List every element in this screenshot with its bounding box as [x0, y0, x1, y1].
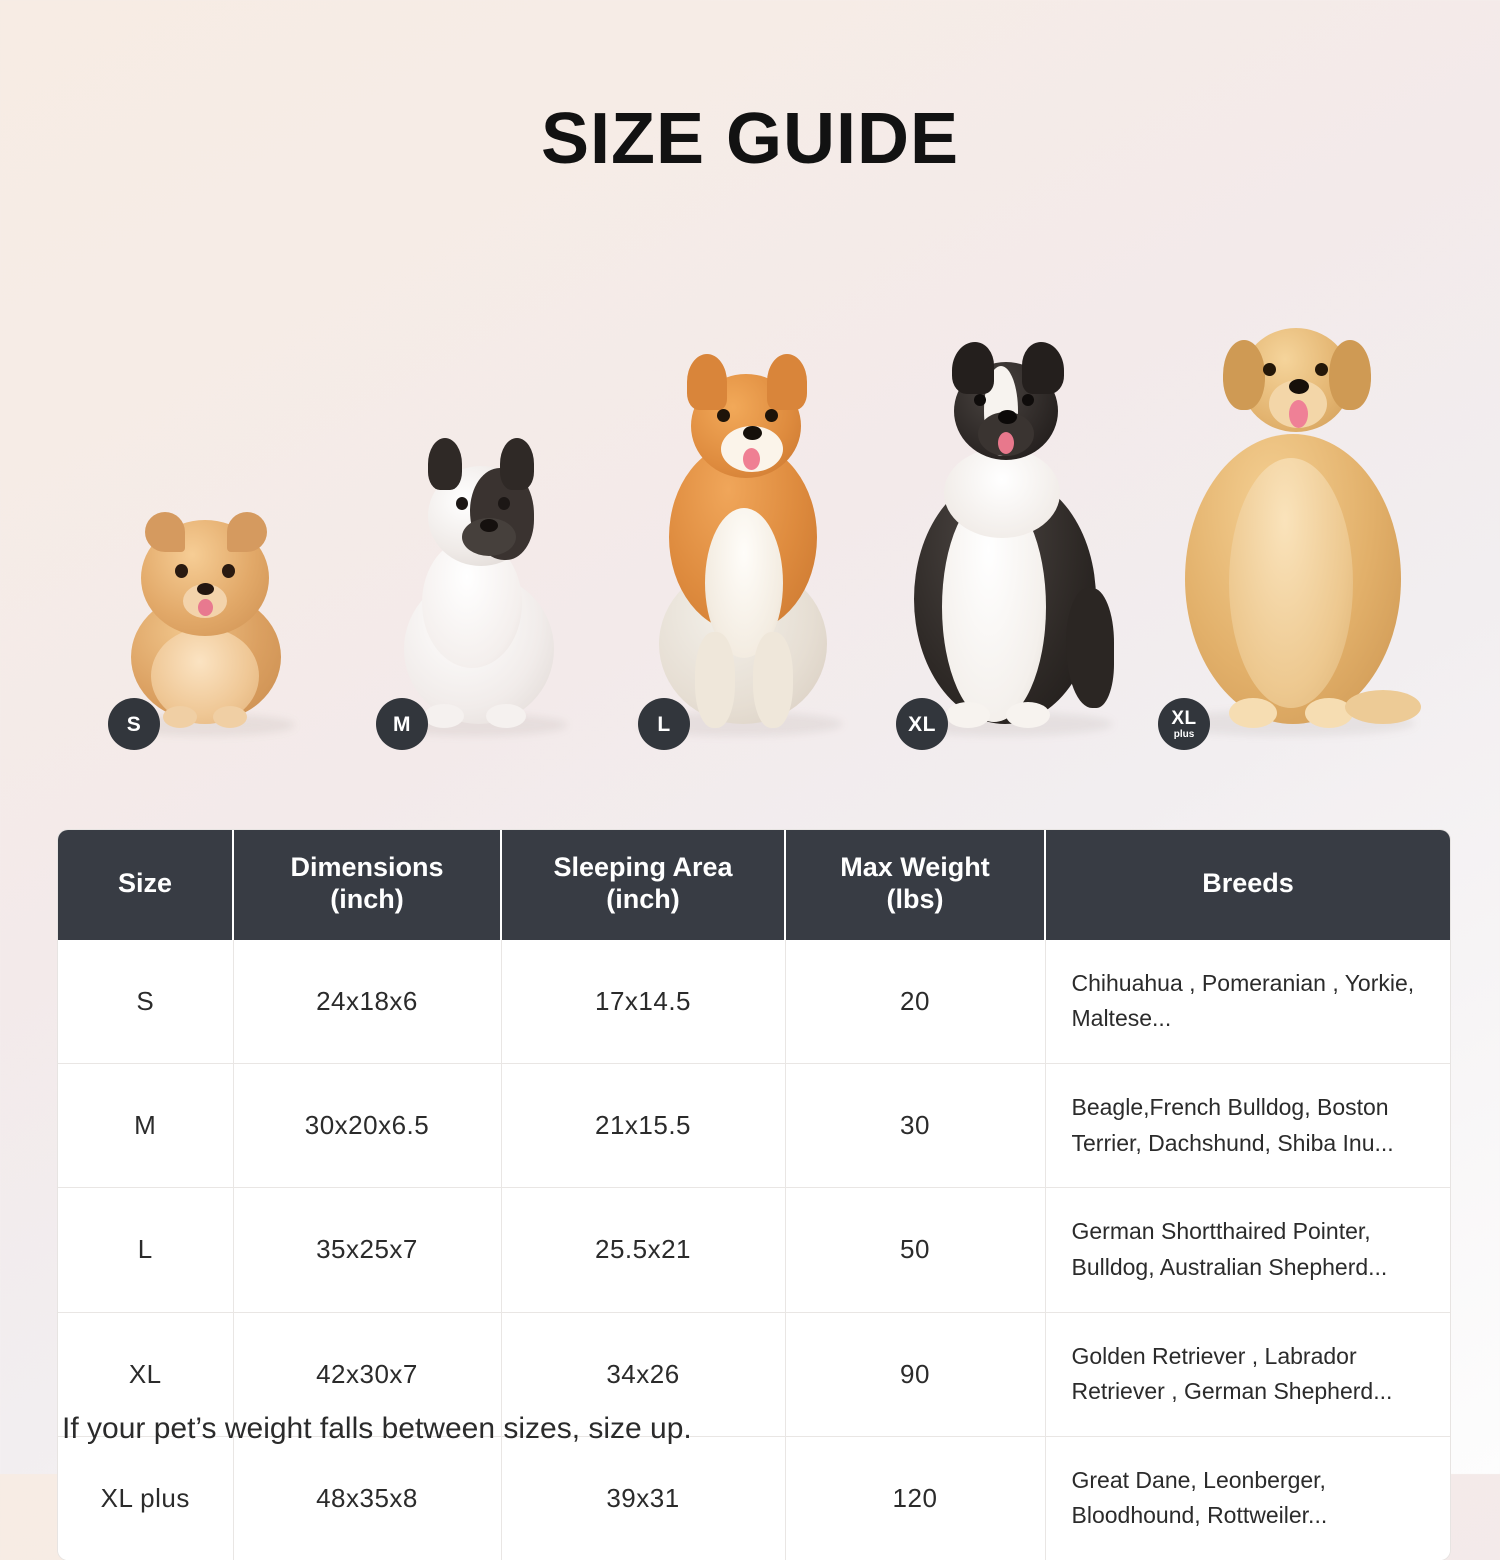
cell-sleeping-area: 25.5x21 — [501, 1188, 785, 1312]
cell-sleeping-area: 34x26 — [501, 1312, 785, 1436]
table-row — [58, 1064, 1450, 1188]
column-header-dimensions: Dimensions (inch) — [233, 830, 501, 940]
french-bulldog-art — [370, 428, 580, 728]
size-badge-xl: XL — [896, 698, 948, 750]
pomeranian-art — [105, 498, 305, 728]
cell-breeds: Golden Retriever , Labrador Retriever , German Shepherd... — [1045, 1312, 1450, 1436]
cell-dimensions: 48x35x8 — [233, 1436, 501, 1560]
column-header-sleeping-area: Sleeping Area (inch) — [501, 830, 785, 940]
table-row — [58, 940, 1450, 1064]
cell-breeds: German Shortthaired Pointer, Bulldog, Australian Shepherd... — [1045, 1188, 1450, 1312]
page-title: SIZE GUIDE — [540, 99, 960, 179]
golden-retriever-art — [1145, 298, 1435, 728]
cell-sleeping-area: 39x31 — [501, 1436, 785, 1560]
table-row — [58, 1188, 1450, 1312]
dog-illustration-xl — [870, 330, 1140, 750]
size-badge-l: L — [638, 698, 690, 750]
cell-size: L — [58, 1188, 233, 1312]
cell-breeds: Chihuahua , Pomeranian , Yorkie, Maltese... — [1045, 940, 1450, 1064]
cell-sleeping-area: 17x14.5 — [501, 940, 785, 1064]
table-row — [58, 1436, 1450, 1560]
size-badge-s: S — [108, 698, 160, 750]
dog-illustration-xl-plus — [1130, 300, 1450, 750]
cell-max-weight: 50 — [785, 1188, 1045, 1312]
cell-max-weight: 90 — [785, 1312, 1045, 1436]
cell-sleeping-area: 21x15.5 — [501, 1064, 785, 1188]
border-collie-art — [880, 328, 1130, 728]
cell-dimensions: 24x18x6 — [233, 940, 501, 1064]
dog-size-illustrations — [70, 300, 1450, 750]
shiba-inu-art — [625, 348, 855, 728]
table-header-row — [58, 830, 1450, 940]
cell-size: XL plus — [58, 1436, 233, 1560]
column-header-breeds: Breeds — [1045, 830, 1450, 940]
cell-size: M — [58, 1064, 233, 1188]
cell-dimensions: 42x30x7 — [233, 1312, 501, 1436]
cell-max-weight: 20 — [785, 940, 1045, 1064]
cell-max-weight: 30 — [785, 1064, 1045, 1188]
dog-illustration-l — [610, 350, 870, 750]
size-table — [58, 830, 1450, 1560]
size-badge-xl-plus: XL plus — [1158, 698, 1210, 750]
cell-dimensions: 30x20x6.5 — [233, 1064, 501, 1188]
cell-dimensions: 35x25x7 — [233, 1188, 501, 1312]
column-header-max-weight: Max Weight (lbs) — [785, 830, 1045, 940]
column-header-size: Size — [58, 830, 233, 940]
cell-max-weight: 120 — [785, 1436, 1045, 1560]
dog-illustration-s — [80, 490, 330, 750]
size-badge-m: M — [376, 698, 428, 750]
cell-size: XL — [58, 1312, 233, 1436]
cell-breeds: Beagle,French Bulldog, Boston Terrier, Dachshund, Shiba Inu... — [1045, 1064, 1450, 1188]
footnote: If your pet’s weight falls between sizes, size up. — [62, 1412, 692, 1445]
cell-size: S — [58, 940, 233, 1064]
dog-illustration-m — [350, 430, 600, 750]
cell-breeds: Great Dane, Leonberger, Bloodhound, Rottweiler... — [1045, 1436, 1450, 1560]
